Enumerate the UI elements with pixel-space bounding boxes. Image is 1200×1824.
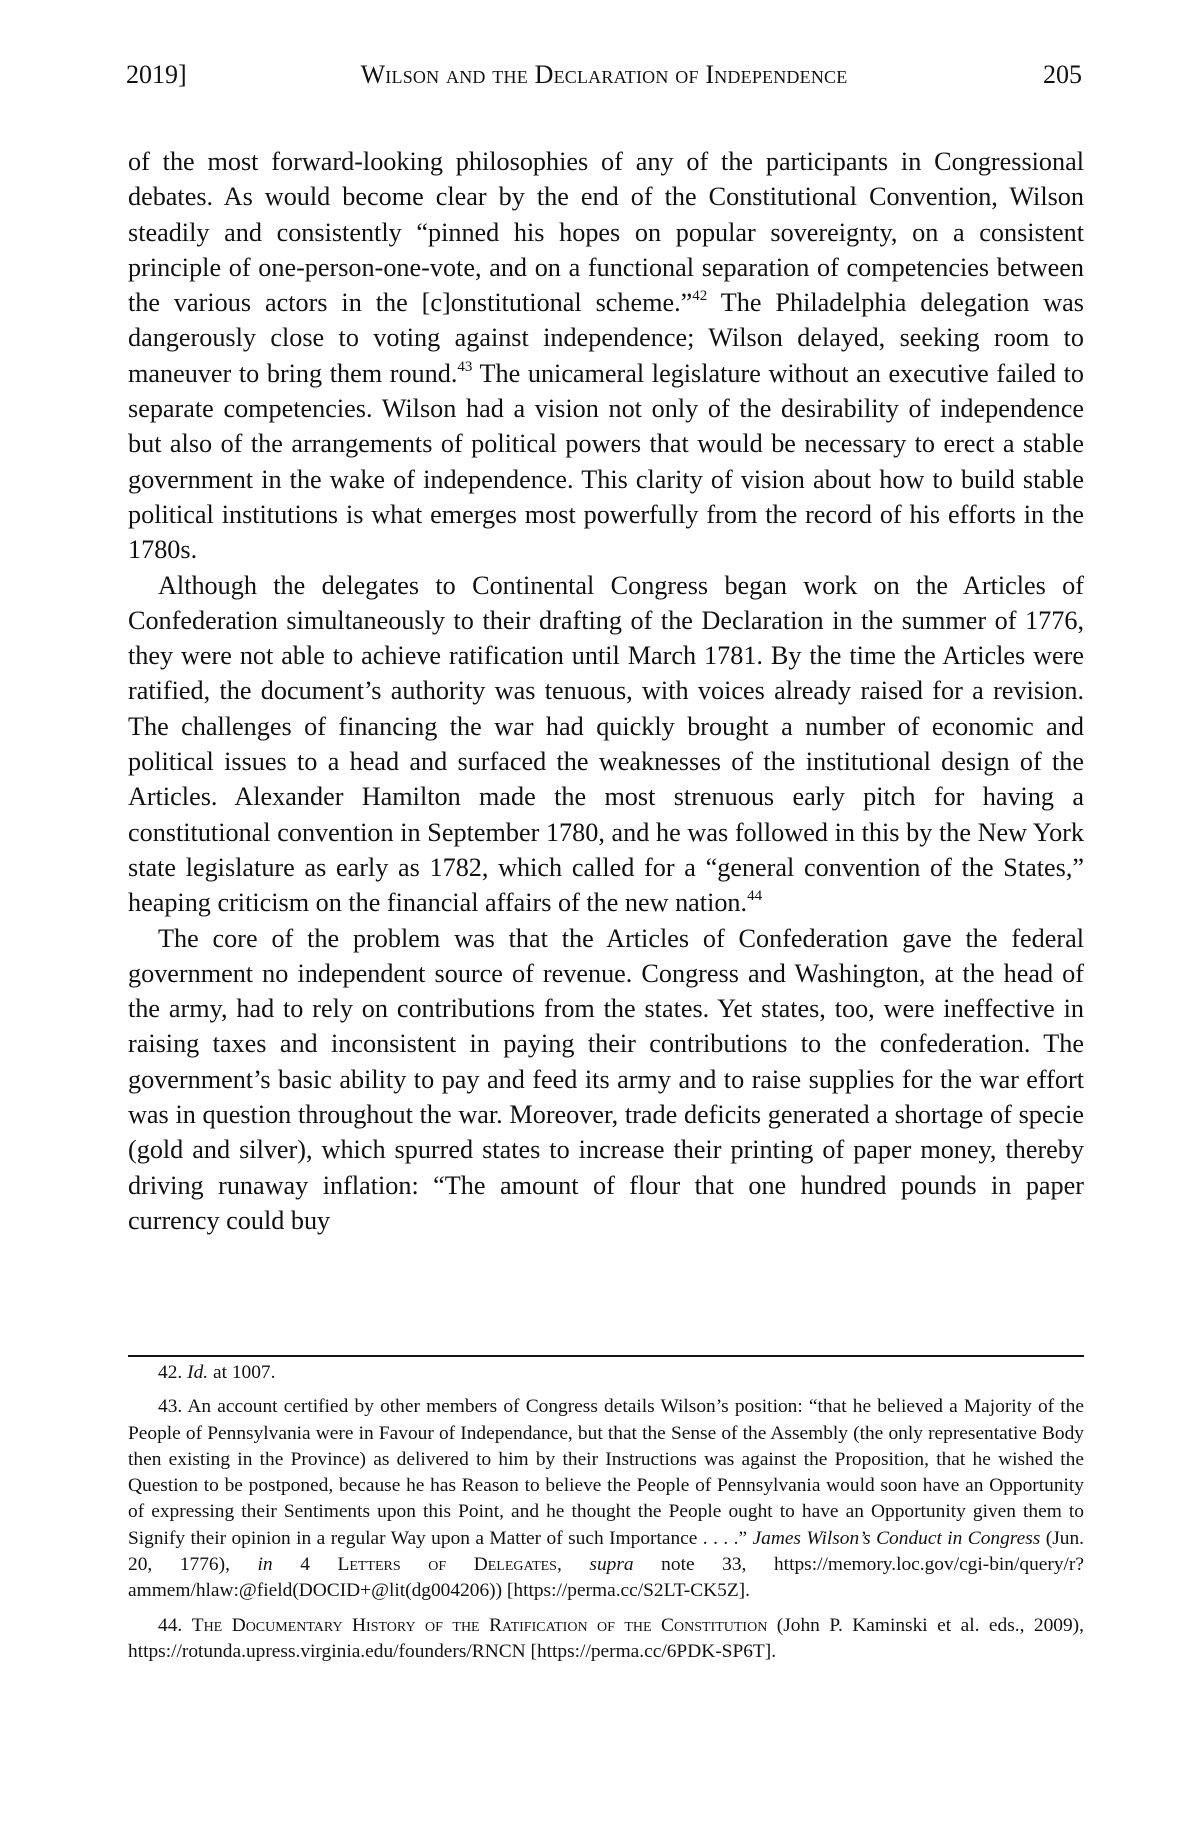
footnote-44-number: 44. — [158, 1614, 183, 1636]
footnote-ref-43[interactable]: 43 — [457, 358, 473, 375]
footnote-42 — [128, 1360, 1084, 1386]
footnote-ref-44[interactable]: 44 — [747, 888, 763, 905]
footnote-42-number: 42. — [158, 1362, 183, 1383]
paragraph-1 — [128, 144, 1084, 568]
paragraph-1-text-a: of the most forward-looking philosophies of any of the participants in Congressional debates. As would become clear by the end of the Constitutional Convention, Wilson steadily and consistently “pinned his hopes on popular sovereignty, on a consistent principle of one-person-one-vote, and on a functional separation of competencies between the various actors in the [c]onstitutional scheme.” — [128, 147, 1084, 318]
footnote-44-links[interactable]: (John P. Kaminski et al. eds., 2009), https://rotunda.upress.virginia.edu/founders/RNCN [https://perma.cc/6PDK-SP6T]. — [128, 1614, 1084, 1662]
footnote-43-supra: supra — [589, 1554, 634, 1576]
footnote-43-number: 43. — [158, 1396, 183, 1418]
footnotes — [128, 1360, 1084, 1665]
footnote-43-in: in — [257, 1554, 273, 1576]
header-year: 2019] — [126, 60, 187, 89]
footnote-ref-42[interactable]: 42 — [692, 288, 708, 305]
paragraph-1-text-b: The Philadelphia delegation was dangerously close to voting against independence; Wilson delayed, seeking room to maneuver to bring them round. — [128, 288, 1084, 388]
footnote-44 — [128, 1613, 1084, 1666]
footnote-43-quote: An account certified by other members of Congress details Wilson’s position: “that he believed a Majority of the People of Pennsylvania were in Favour of Independance, but that the Sense of the Assembly (the only representative Body then existing in the Province) as delivered to him by their Instructions was against the Proposition, that he wished the Question to be postponed, because he has Reason to believe the People of Pennsylvania would soon have an Opportunity of expressing their Sentiments upon this Point, and he thought the People ought to have an Opportunity given them to Signify their opinion in a regular Way upon a Matter of such Importance . . . .” — [128, 1396, 1084, 1549]
footnote-43-source: Letters of Delegates — [337, 1554, 557, 1576]
main-text — [128, 144, 1084, 1238]
paragraph-2 — [128, 568, 1084, 921]
header-title: Wilson and the Declaration of Independence — [360, 60, 848, 89]
running-header — [126, 58, 1082, 92]
footnote-43-volume: 4 — [272, 1554, 338, 1576]
footnote-44-source: The Documentary History of the Ratification of the Constitution — [191, 1614, 768, 1636]
footnote-43 — [128, 1394, 1084, 1604]
paragraph-3-text: The core of the problem was that the Articles of Confederation gave the federal government no independent source of revenue. Congress and Washington, at the head of the army, had to rely on contributions from the states. Yet states, too, were ineffective in raising taxes and inconsistent in paying their contributions to the confederation. The government’s basic ability to pay and feed its army and to raise supplies for the war effort was in question throughout the war. Moreover, trade deficits generated a shortage of specie (gold and silver), which spurred states to increase their printing of paper money, thereby driving runaway inflation: “The amount of flour that one hundred pounds in paper currency could buy — [128, 923, 1084, 1235]
footnote-43-date: (Jun. 20, 1776), — [128, 1527, 1084, 1576]
paragraph-3 — [128, 921, 1084, 1239]
footnote-43-comma: , — [556, 1554, 590, 1576]
paragraph-1-text-c: The unicameral legislature without an executive failed to separate competencies. Wilson had a vision not only of the desirability of independence but also of the arrangements of political powers that would be necessary to erect a stable government in the wake of independence. This clarity of vision about how to build stable political institutions is what emerges most powerfully from the record of his efforts in the 1780s. — [128, 358, 1084, 565]
footnote-43-links[interactable]: note 33, https://memory.loc.gov/cgi-bin/query/r?ammem/hlaw:@field(DOCID+@lit(dg004206)) [https://perma.cc/S2LT-CK5Z]. — [128, 1554, 1084, 1602]
footnote-43-title: James Wilson’s Conduct in Congress — [752, 1527, 1041, 1549]
paragraph-2-text: Although the delegates to Continental Congress began work on the Articles of Confederation simultaneously to their drafting of the Declaration in the summer of 1776, they were not able to achieve ratification until March 1781. By the time the Articles were ratified, the document’s authority was tenuous, with voices already raised for a revision. The challenges of financing the war had quickly brought a number of economic and political issues to a head and surfaced the weaknesses of the institutional design of the Articles. Alexander Hamilton made the most strenuous early pitch for having a constitutional convention in September 1780, and he was followed in this by the New York state legislature as early as 1782, which called for a “general convention of the States,” heaping criticism on the financial affairs of the new nation. — [128, 570, 1084, 918]
footnote-divider — [128, 1355, 1084, 1357]
footnote-42-id: Id. — [187, 1362, 209, 1383]
page-number: 205 — [1043, 60, 1082, 89]
footnote-42-text: at 1007. — [208, 1362, 276, 1383]
